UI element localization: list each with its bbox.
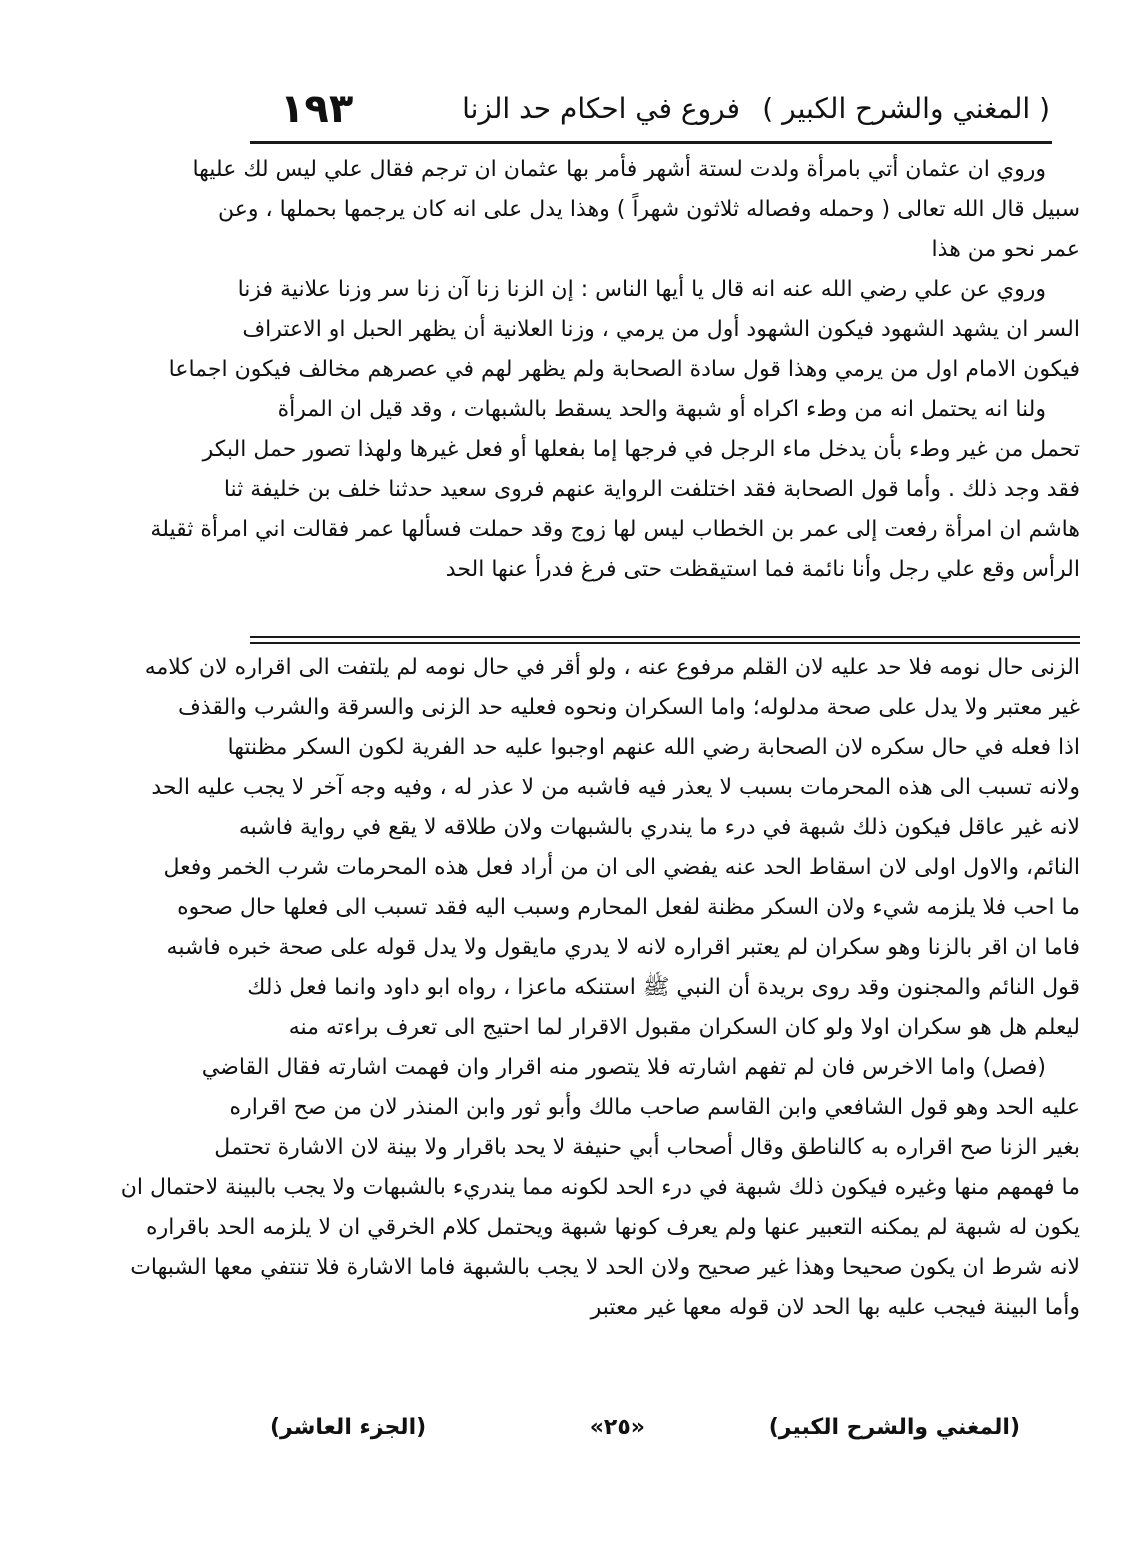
text-line: وأما البينة فيجب عليه بها الحد لان قوله معها غير معتبر [590,1295,1080,1320]
text-line: فقد وجد ذلك . وأما قول الصحابة فقد اختلفت الرواية عنهم فروى سعيد حدثنا خلف بن خليفة ثنا [223,477,1080,502]
page-footer [250,1415,1020,1455]
text-line: فيكون الامام اول من يرمي وهذا قول سادة الصحابة ولم يظهر لهم في عصرهم مخالف فيكون اجماعا [168,357,1080,382]
text-line: عمر نحو من هذا [931,237,1080,262]
footer-volume: (الجزء العاشر) [270,1415,427,1440]
text-line: لانه غير عاقل فيكون ذلك شبهة في درء ما يندري بالشبهات ولان طلاقه لا يقع في رواية فاشبه [238,815,1080,840]
text-line: وروي ان عثمان أتي بامرأة ولدت لستة أشهر فأمر بها عثمان ان ترجم فقال علي ليس لك عليها [192,157,1046,182]
header-book-title: ( المغني والشرح الكبير ) [762,92,1050,125]
text-line: ما فهمهم منها وغيره فيكون ذلك شبهة في درء الحد لكونه مما يندريء بالشبهات ولا يجب بالبينة لاحتمال ان [120,1175,1080,1200]
text-line: فاما ان اقر بالزنا وهو سكران لم يعتبر اقراره لانه لا يدري مايقول ولا يدل قوله على صحة خبره فاشبه [166,935,1080,960]
text-line: السر ان يشهد الشهود فيكون الشهود أول من يرمي ، وزنا العلانية أن يظهر الحبل او الاعتراف [242,317,1080,342]
text-line: ما احب فلا يلزمه شيء ولان السكر مظنة لفعل المحارم وسبب اليه فقد تسبب الى فعلها حال صحوه [177,895,1080,920]
text-line: ولانه تسبب الى هذه المحرمات بسبب لا يعذر فيه فاشبه من لا عذر له ، وفيه وجه آخر لا يجب عليه الحد [151,775,1080,800]
text-line: النائم، والاول اولى لان اسقاط الحد عنه يفضي الى ان من أراد فعل هذه المحرمات شرب الخمر وفعل [163,855,1080,880]
header-chapter-title: فروع في احكام حد الزنا [462,92,740,125]
footer-book-title: (المغني والشرح الكبير) [768,1415,1020,1440]
text-line: يكون له شبهة لم يمكنه التعبير عنها ولم يعرف كونها شبهة ويحتمل كلام الخرقي ان لا يلزمه الحد باقراره [146,1215,1080,1240]
text-line: (فصل) واما الاخرس فان لم تفهم اشارته فلا يتصور منه اقرار وان فهمت اشارته فقال القاضي [201,1055,1046,1080]
text-line: لانه شرط ان يكون صحيحا وهذا غير صحيح ولان الحد لا يجب بالشبهة فاما الاشارة فلا تنتفي معها الشبهات [130,1255,1080,1280]
text-line: تحمل من غير وطء بأن يدخل ماء الرجل في فرجها إما بفعلها أو فعل غيرها ولهذا تصور حمل البكر [202,437,1080,462]
text-line: عليه الحد وهو قول الشافعي وابن القاسم صاحب مالك وأبو ثور وابن المنذر لان من صح اقراره [229,1095,1080,1120]
text-line: اذا فعله في حال سكره لان الصحابة رضي الله عنهم اوجبوا عليه حد الفرية لكون السكر مظنتها [227,735,1080,760]
section-divider-lower [250,642,1080,644]
text-line: بغير الزنا صح اقراره به كالناطق وقال أصحاب أبي حنيفة لا يحد باقرار ولا بينة لان الاشارة تحتمل [214,1135,1080,1160]
text-line: هاشم ان امرأة رفعت إلى عمر بن الخطاب ليس لها زوج وقد حملت فسألها عمر فقالت اني امرأة ثقيلة [150,517,1080,542]
footer-part-number: «٢٥» [589,1415,645,1440]
text-line: ولنا انه يحتمل انه من وطء اكراه أو شبهة والحد يسقط بالشبهات ، وقد قيل ان المرأة [277,397,1046,422]
text-line: ليعلم هل هو سكران اولا ولو كان السكران مقبول الاقرار لما احتيج الى تعرف براءته منه [288,1015,1080,1040]
header-rule [250,141,1052,144]
text-line: غير معتبر ولا يدل على صحة مدلوله؛ واما السكران ونحوه فعليه حد الزنى والسرقة والشرب والقذف [178,695,1080,720]
page-header [250,86,1050,138]
text-line: قول النائم والمجنون وقد روى بريدة أن النبي ﷺ استنكه ماعزا ، رواه ابو داود وانما فعل ذلك [247,975,1080,1000]
top-text-block [150,150,1080,590]
section-divider-upper [250,636,1080,638]
page-number: ١٩٣ [280,86,354,132]
text-line: الزنى حال نومه فلا حد عليه لان القلم مرفوع عنه ، ولو أقر في حال نومه لم يلتفت الى اقراره لان كلامه [144,655,1080,680]
text-line: سبيل قال الله تعالى ( وحمله وفصاله ثلاثون شهراً ) وهذا يدل على انه كان يرجمها بحملها ، وعن [218,197,1080,222]
bottom-text-block [120,648,1080,1328]
text-line: الرأس وقع علي رجل وأنا نائمة فما استيقظت حتى فرغ فدرأ عنها الحد [445,557,1080,582]
text-line: وروي عن علي رضي الله عنه انه قال يا أيها الناس : إن الزنا زنا آن زنا سر وزنا علانية فزنا [237,277,1046,302]
